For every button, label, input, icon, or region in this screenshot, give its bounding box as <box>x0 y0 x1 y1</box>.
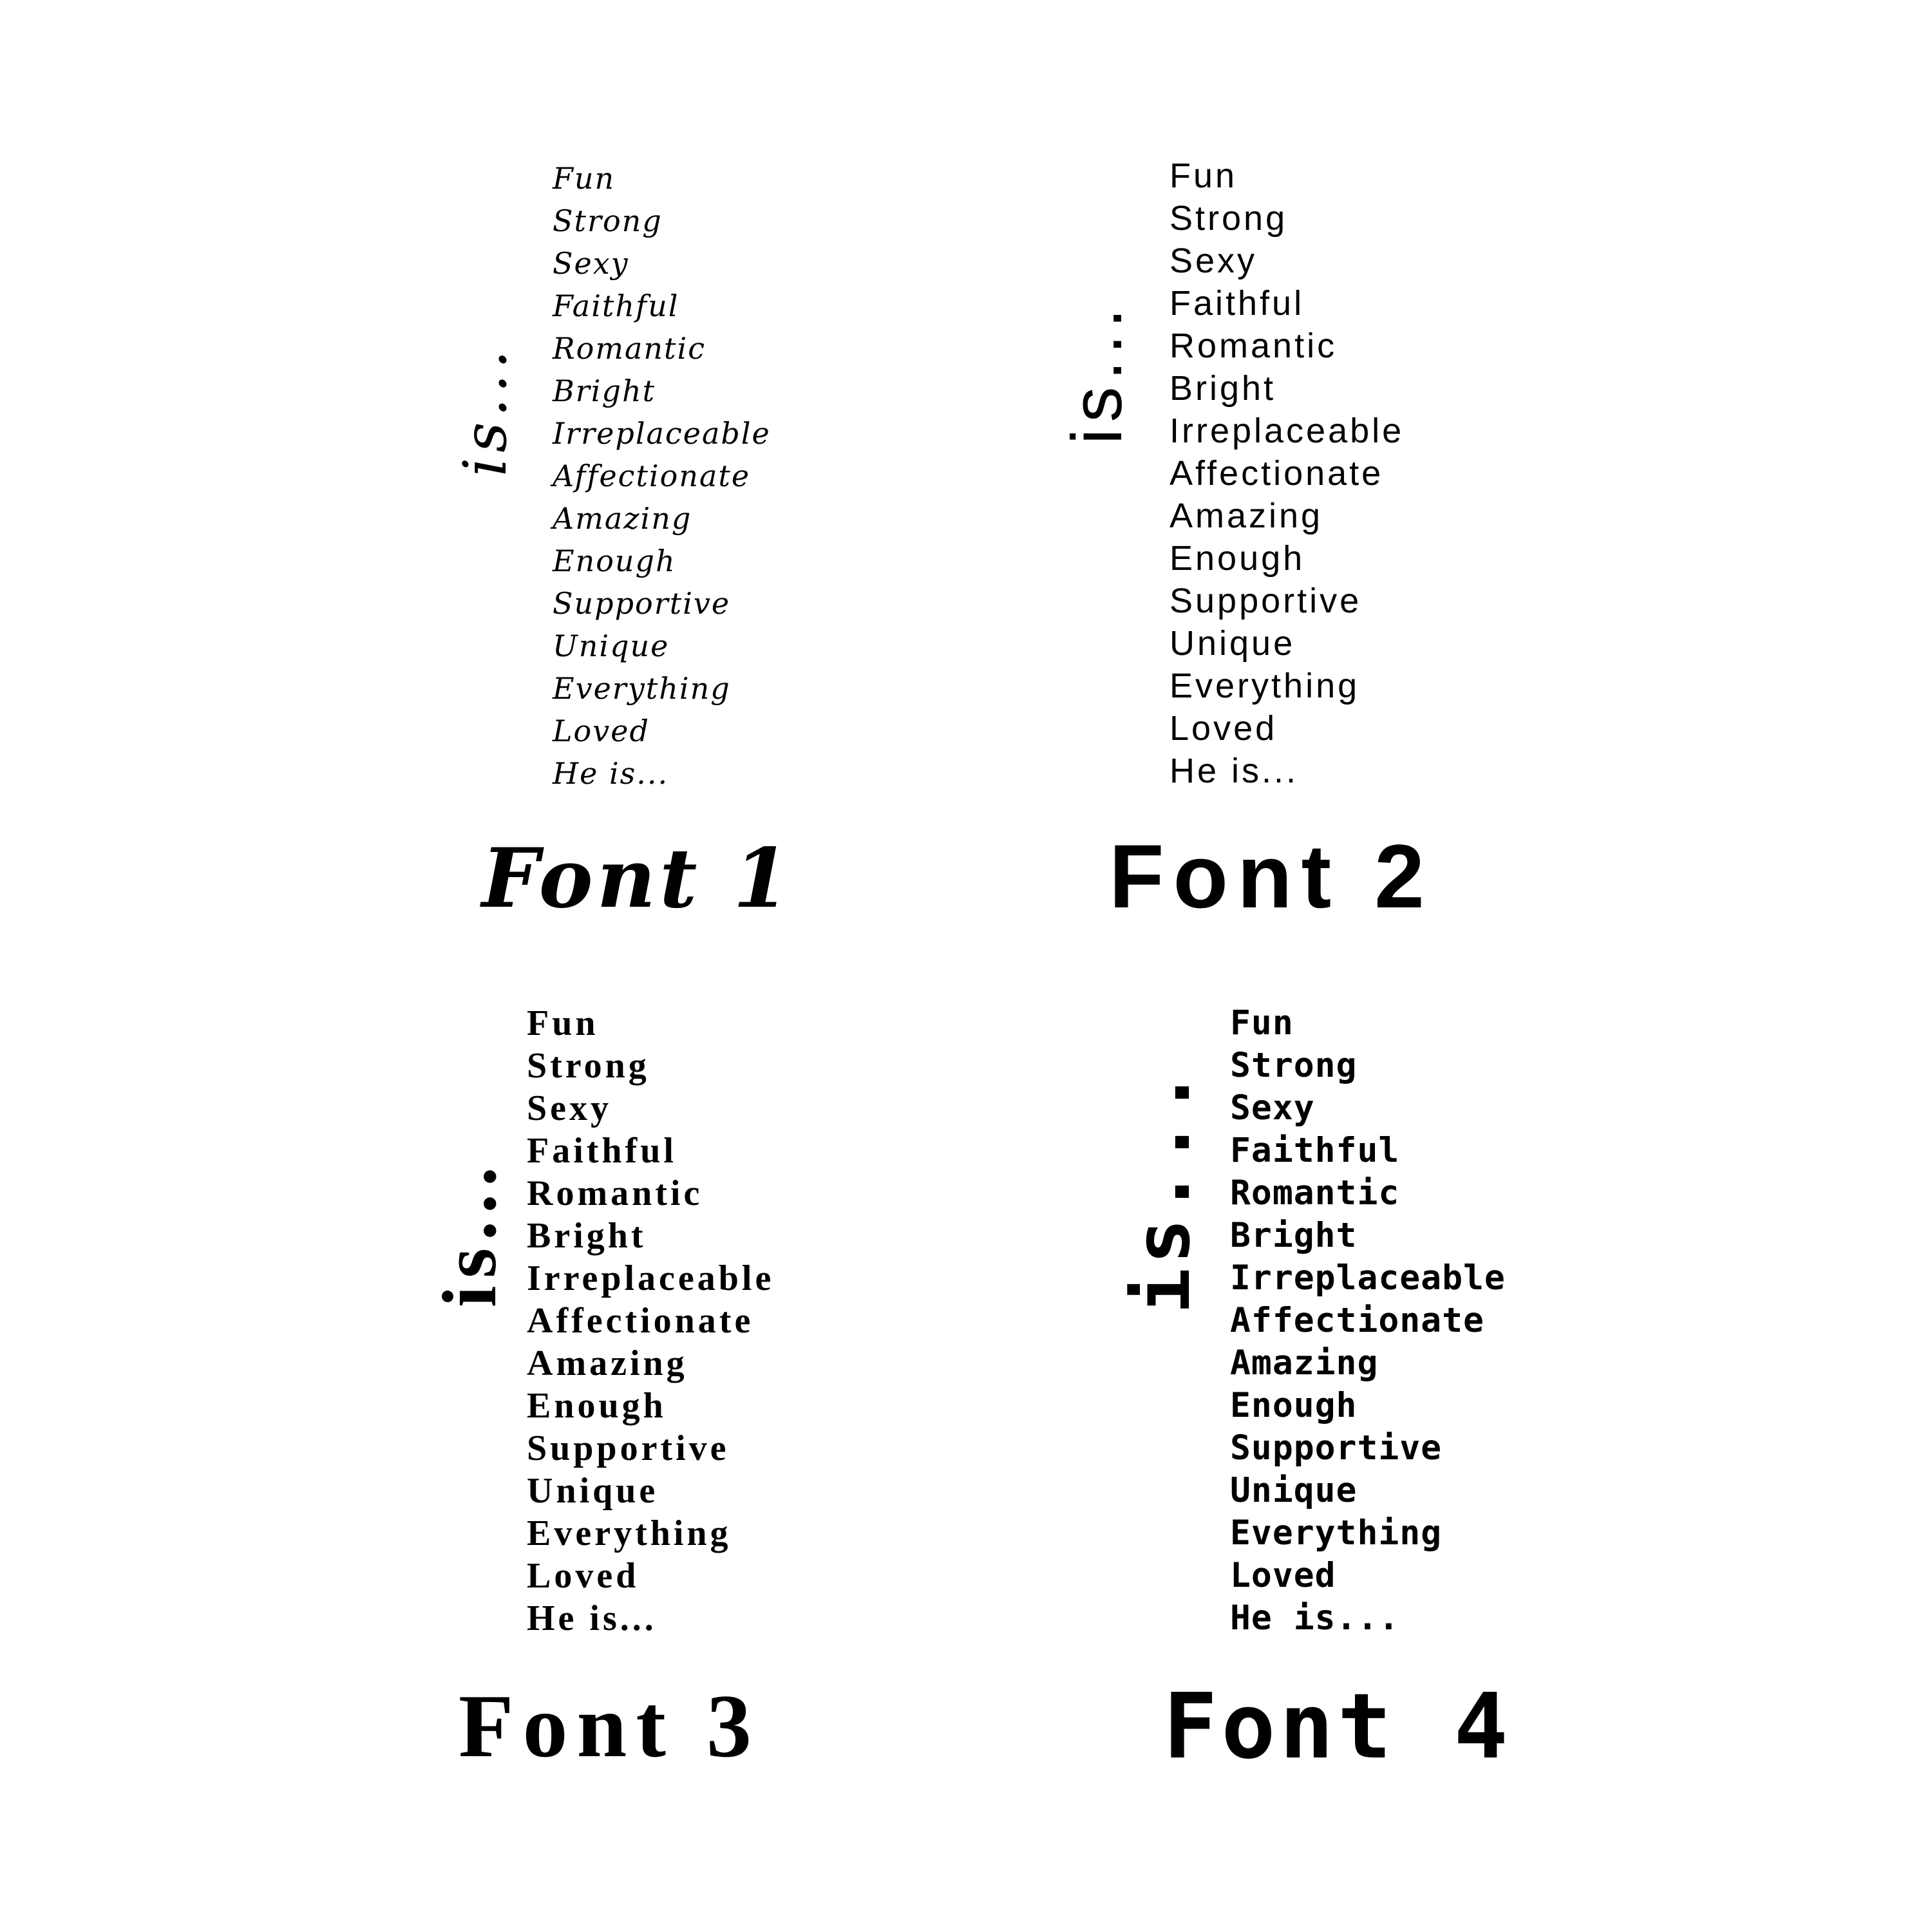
word-item: Amazing <box>553 501 692 536</box>
word-item: Unique <box>1170 624 1296 663</box>
word-item: Everything <box>553 671 731 706</box>
word-item: Affectionate <box>553 459 751 493</box>
word-item: Faithful <box>527 1131 677 1171</box>
word-list <box>1230 1002 1506 1640</box>
word-item: Strong <box>1230 1046 1358 1085</box>
word-item: Bright <box>1170 369 1276 408</box>
word-item: Everything <box>1170 667 1360 705</box>
word-item: Unique <box>1230 1471 1358 1510</box>
word-item: Fun <box>527 1003 599 1043</box>
word-item: Everything <box>1230 1513 1443 1553</box>
word-item: Supportive <box>553 586 731 621</box>
word-item: He is... <box>527 1598 657 1638</box>
word-item: He is... <box>1230 1598 1400 1638</box>
word-item: Fun <box>553 161 616 196</box>
word-item: Irreplaceable <box>1230 1258 1506 1298</box>
word-item: Sexy <box>1230 1088 1315 1128</box>
word-item: Strong <box>1170 199 1288 238</box>
word-item: He is... <box>553 756 669 791</box>
word-item: Sexy <box>1170 242 1258 280</box>
word-list <box>527 1002 774 1640</box>
word-item: Affectionate <box>1170 454 1384 493</box>
word-item: Bright <box>527 1216 647 1256</box>
word-item: Affectionate <box>527 1301 754 1341</box>
word-item: Loved <box>553 714 650 748</box>
word-item: Enough <box>527 1386 667 1426</box>
word-item: Loved <box>527 1556 639 1596</box>
word-item: Romantic <box>553 331 706 366</box>
word-item: Bright <box>553 374 656 408</box>
word-item: Faithful <box>1170 284 1305 323</box>
word-item: Irreplaceable <box>1170 412 1405 450</box>
word-item: Romantic <box>1170 327 1338 365</box>
word-item: Faithful <box>1230 1131 1400 1170</box>
word-item: Fun <box>1230 1003 1294 1043</box>
word-item: Irreplaceable <box>527 1258 775 1298</box>
vertical-is-label: is... <box>451 345 520 477</box>
font-title: Font 3 <box>459 1676 761 1776</box>
word-item: Everything <box>527 1513 732 1553</box>
word-item: Supportive <box>527 1428 730 1468</box>
word-item: Fun <box>1170 156 1238 195</box>
word-item: Unique <box>553 629 670 663</box>
word-item: Romantic <box>527 1173 703 1213</box>
vertical-is-label: is... <box>426 1159 512 1307</box>
word-item: Sexy <box>553 246 629 281</box>
font-title: Font 1 <box>482 831 793 926</box>
vertical-is-label: is... <box>1057 301 1137 444</box>
word-item: Irreplaceable <box>553 416 771 451</box>
word-item: Amazing <box>527 1343 688 1383</box>
word-list <box>1170 155 1404 792</box>
word-item: Enough <box>1170 539 1305 578</box>
word-item: Strong <box>553 204 663 238</box>
word-item: Strong <box>527 1046 650 1086</box>
word-item: Romantic <box>1230 1173 1400 1213</box>
word-item: Enough <box>1230 1386 1358 1425</box>
word-item: Faithful <box>553 289 679 323</box>
word-item: He is... <box>1170 752 1299 790</box>
word-item: Bright <box>1230 1216 1358 1255</box>
word-item: Affectionate <box>1230 1301 1484 1340</box>
font-title: Font 4 <box>1163 1674 1512 1779</box>
word-item: Supportive <box>1230 1428 1443 1468</box>
word-item: Unique <box>527 1471 659 1511</box>
vertical-is-label: is... <box>1118 1065 1207 1314</box>
word-item: Loved <box>1170 709 1278 748</box>
word-item: Loved <box>1230 1556 1336 1595</box>
word-item: Amazing <box>1170 497 1323 535</box>
word-item: Sexy <box>527 1088 612 1128</box>
word-item: Supportive <box>1170 582 1362 620</box>
word-item: Amazing <box>1230 1343 1379 1383</box>
word-item: Enough <box>553 544 676 578</box>
font-title: Font 2 <box>1109 826 1434 927</box>
